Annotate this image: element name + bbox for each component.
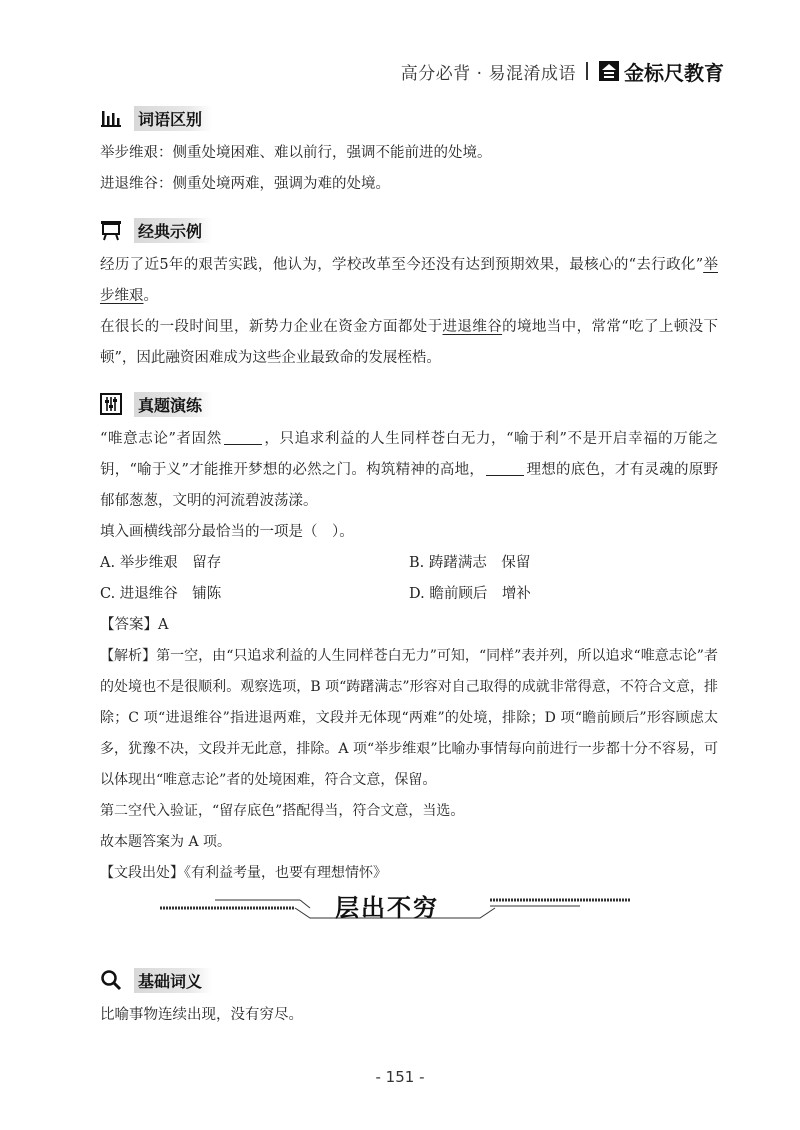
- options-grid: [100, 548, 718, 610]
- question-part-c: 理想的底色，才有灵魂的原野郁郁葱葱，文明的河流碧波荡漾。: [100, 462, 719, 509]
- magnifier-icon: [100, 969, 122, 991]
- section-practice-title: 真题演练: [134, 392, 212, 417]
- section-distinction-head: [100, 104, 718, 132]
- easel-icon: [100, 219, 122, 241]
- idiom-banner: [160, 880, 630, 930]
- distinction-line: 进退维谷：侧重处境两难，强调为难的处境。: [100, 176, 390, 192]
- example-1-term: 举步维艰: [100, 257, 718, 304]
- brand: [598, 57, 724, 86]
- example-2: [100, 312, 718, 374]
- option-b: B. 踌躇满志 保留: [409, 555, 531, 571]
- question-prompt: 填入画横线部分最恰当的一项是（ ）。: [100, 524, 354, 540]
- idiom-title: 层出不穷: [335, 893, 439, 922]
- meaning-text: 比喻事物连续出现，没有穷尽。: [100, 1007, 303, 1023]
- page-header: [401, 56, 724, 86]
- brand-logo-icon: [598, 60, 620, 82]
- brand-name: 金标尺教育: [624, 60, 724, 85]
- page-content: [100, 98, 718, 889]
- series-title: 高分必背 · 易混淆成语: [400, 63, 576, 84]
- bar-chart-icon: [100, 107, 122, 129]
- question-text: [100, 424, 718, 517]
- section-meaning-head: [100, 966, 718, 994]
- example-2-term: 进退维谷: [442, 319, 503, 335]
- question-part-b: ，只追求利益的人生同样苍白无力，“喻于利”不是开启幸福的万能之钥，“喻于义”才能推开梦想的必然之门。构筑精神的高地，: [100, 431, 719, 478]
- blank-2: [486, 459, 524, 476]
- blank-1: [224, 428, 262, 445]
- example-1: [100, 250, 718, 312]
- page-number: - 151 -: [375, 1068, 425, 1086]
- example-1-text: 经历了近5年的艰苦实践，他认为，学校改革至今还没有达到预期效果，最核心的“去行政化”: [100, 257, 704, 273]
- option-a: A. 举步维艰 留存: [100, 555, 222, 571]
- answer: 【答案】A: [100, 617, 169, 633]
- distinction-line: 举步维艰：侧重处境困难、难以前行，强调不能前进的处境。: [100, 145, 492, 161]
- option-d: D. 瞻前顾后 增补: [409, 586, 531, 602]
- example-1-end: 。: [143, 288, 158, 304]
- example-2-end: 的境地当中，常常“吃了上顿没下顿”，因此融资困难成为这些企业最致命的发展桎梏。: [100, 319, 719, 366]
- source: 【文段出处】《有利益考量，也要有理想情怀》: [100, 865, 387, 881]
- sliders-icon: [100, 393, 122, 415]
- section-examples-head: [100, 216, 718, 244]
- question-part-a: “唯意志论”者固然: [100, 431, 222, 447]
- section-meaning-title: 基础词义: [134, 968, 212, 993]
- analysis-conclusion: 故本题答案为 A 项。: [100, 834, 232, 850]
- header-divider: [586, 62, 588, 80]
- analysis-second-blank: 第二空代入验证，“留存底色”搭配得当，符合文意，当选。: [100, 803, 465, 819]
- option-c: C. 进退维谷 铺陈: [100, 586, 222, 602]
- section-meaning: [100, 960, 718, 1031]
- section-practice-head: [100, 390, 718, 418]
- section-examples-title: 经典示例: [134, 218, 212, 243]
- section-distinction-title: 词语区别: [134, 106, 212, 131]
- example-2-text: 在很长的一段时间里，新势力企业在资金方面都处于: [100, 319, 443, 335]
- analysis: 【解析】第一空，由“只追求利益的人生同样苍白无力”可知，“同样”表并列，所以追求“唯意志论”者的处境也不是很顺利。观察选项，B 项“踌躇满志”形容对自己取得的成就非常得意，不符合文意，排除；C 项“进退维谷”指进退两难，文段并无体现“两难”的处境，排除；D 项“瞻前顾后”形容顾虑太多，犹豫不决，文段并无此意，排除。A 项“举步维艰”比喻办事情每向前进行一步都十分不容易，可以体现出“唯意志论”者的处境困难，符合文意，保留。: [100, 648, 718, 788]
